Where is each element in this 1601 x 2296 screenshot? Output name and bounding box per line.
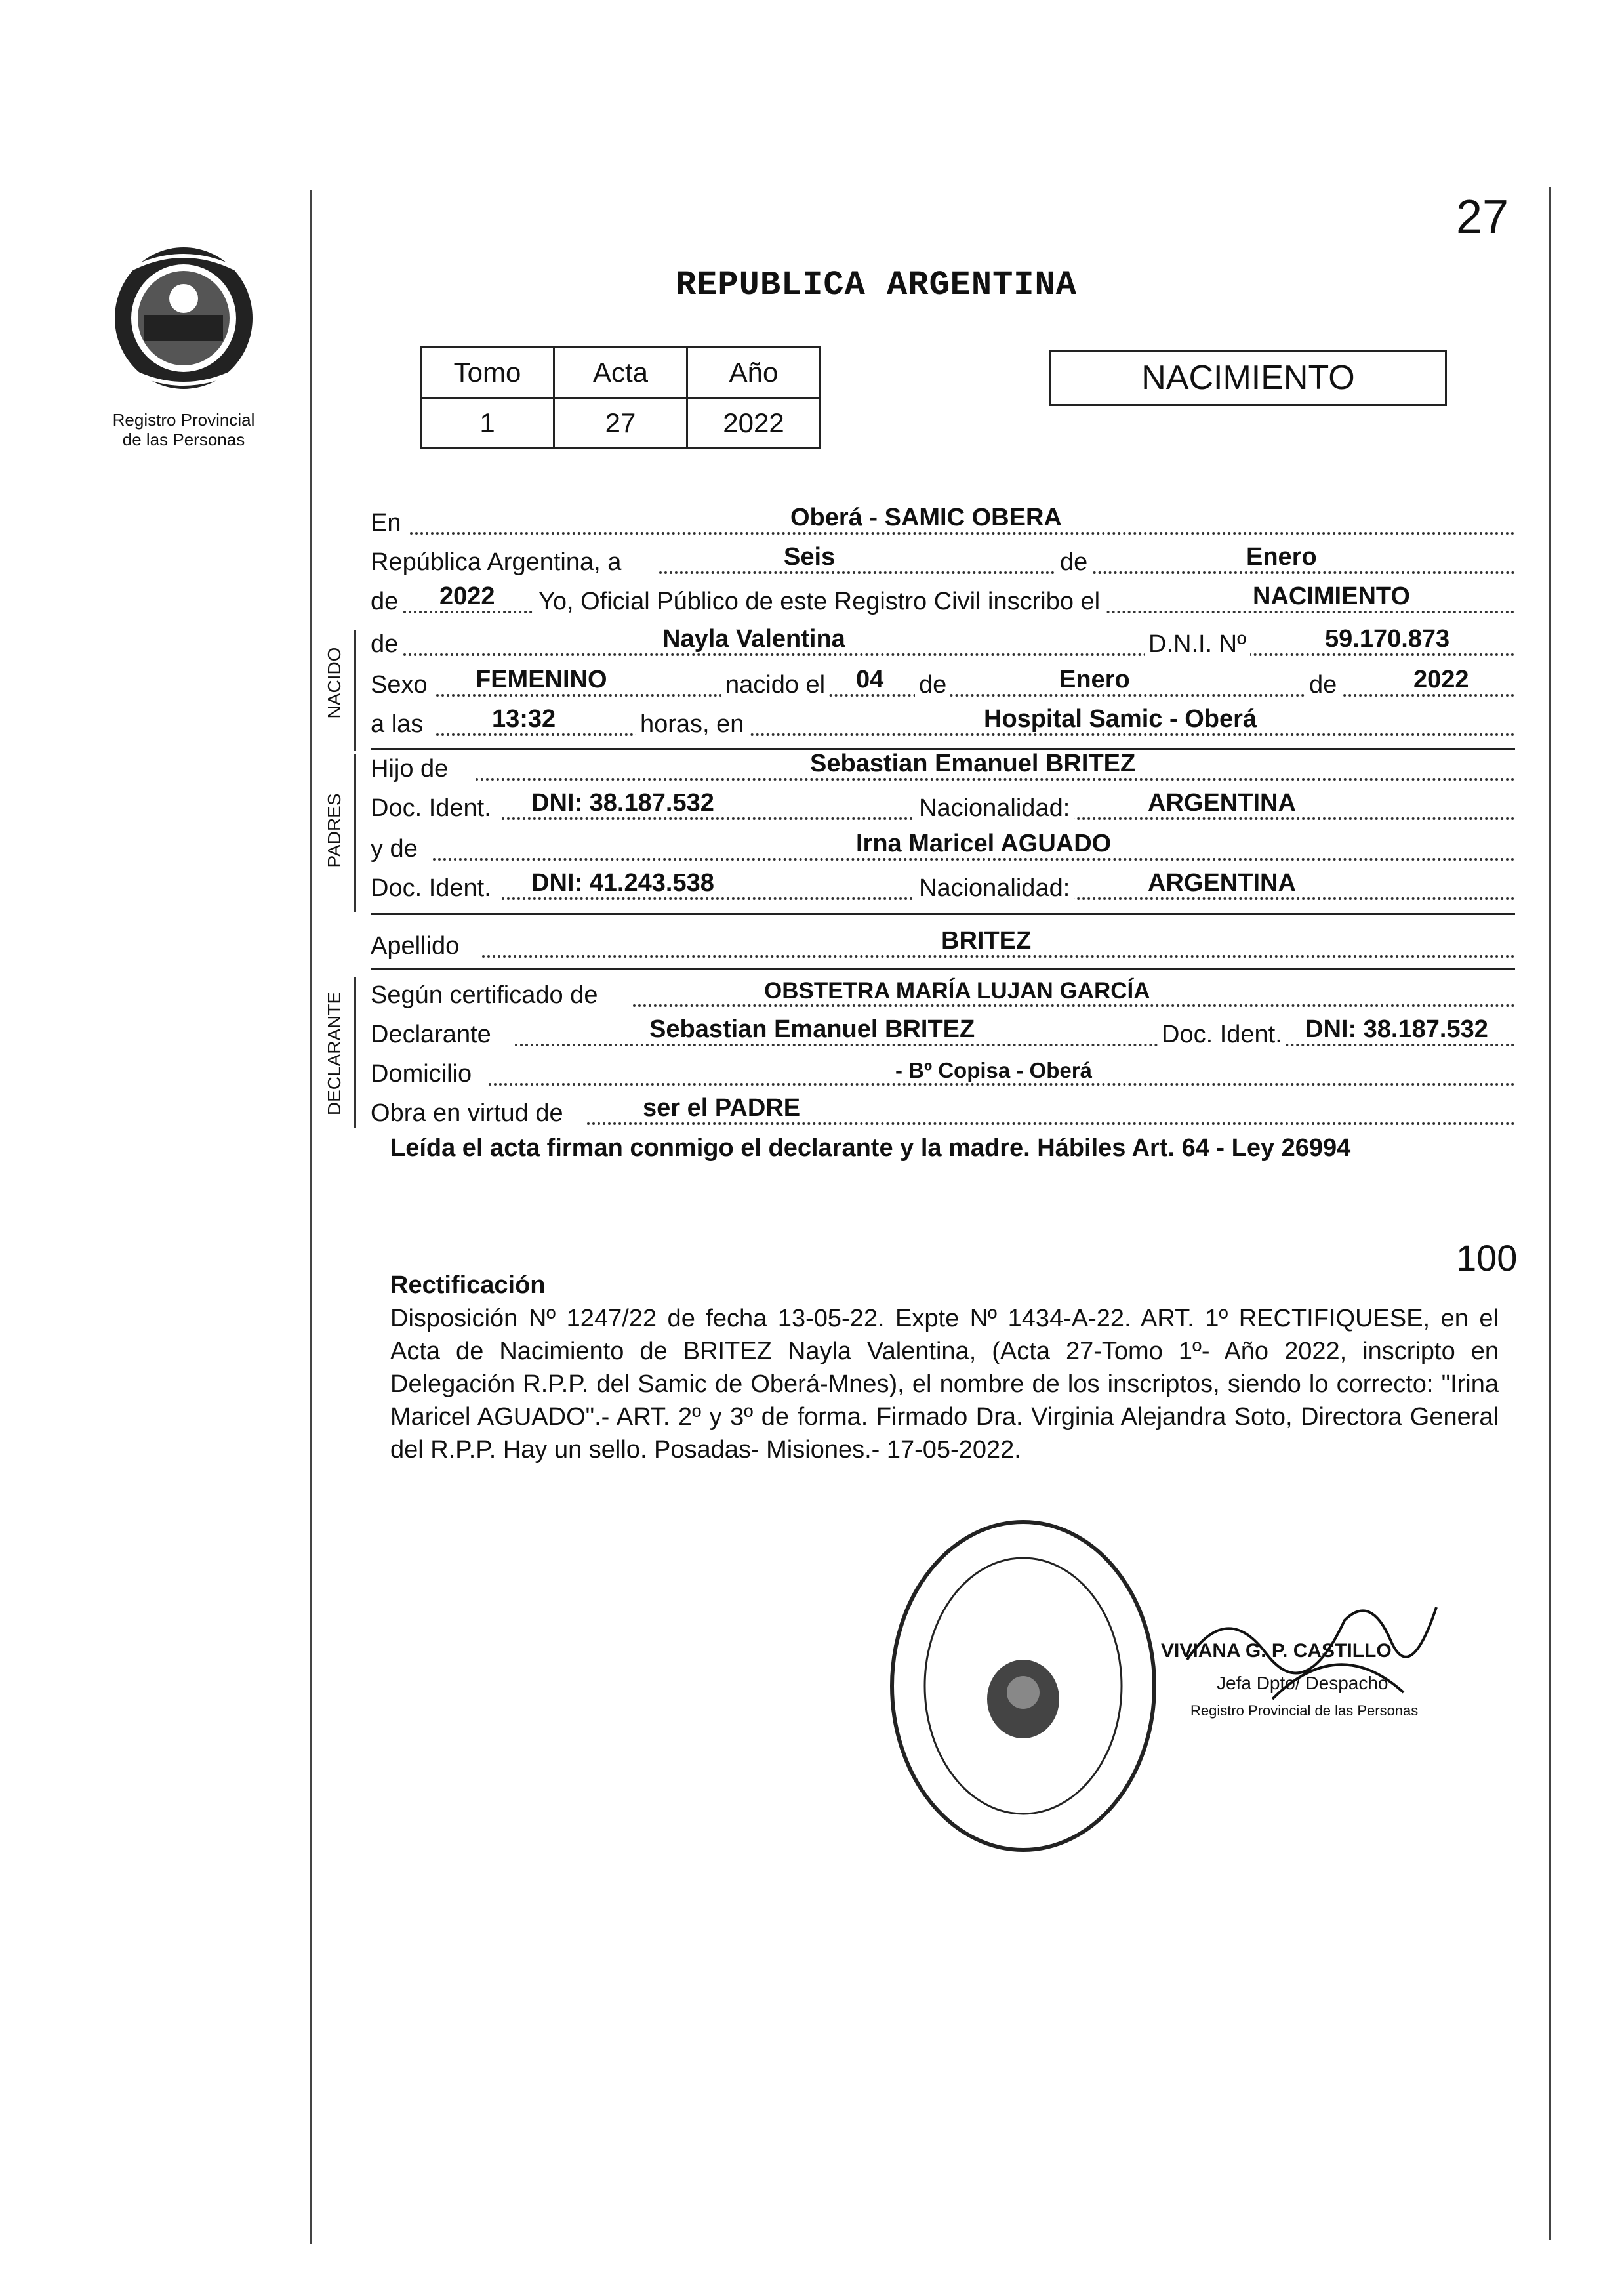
de2-label: de [371, 588, 402, 616]
document-title: REPUBLICA ARGENTINA [676, 266, 1077, 304]
republica-label: República Argentina, a [371, 548, 625, 577]
registry-label [85, 410, 282, 449]
en-value: Oberá - SAMIC OBERA [790, 504, 1062, 531]
obra-label: Obra en virtud de [371, 1099, 567, 1128]
section-declarante: DECLARANTE [324, 991, 344, 1116]
nacido-dia: 04 [856, 666, 884, 693]
yde-label: y de [371, 835, 422, 863]
rectificacion-body: Disposición Nº 1247/22 de fecha 13-05-22. Expte Nº 1434-A-22. ART. 1º RECTIFIQUESE, en el Acta de Nacimiento de BRITEZ Nayla Valentina, (Acta 27-Tomo 1º- Año 2022, inscripto en Delegación R.P.P. del Samic de Oberá-Mnes), el nombre de los inscriptos, siendo lo correcto: "Irina Maricel AGUADO".- ART. 2º y 3º de forma. Firmado Dra. Virginia Alejandra Soto, Directora General del R.P.P. Hay un sello. Posadas- Misiones.- 17-05-2022. [390, 1305, 1499, 1464]
row-anio [371, 581, 1515, 620]
tomo-acta-anio-table [420, 346, 821, 449]
registry-label-line2: de las Personas [122, 430, 245, 449]
row-doc2 [371, 867, 1515, 907]
registry-label-line1: Registro Provincial [112, 410, 255, 430]
page-number: 27 [1456, 191, 1509, 243]
doc3-value: DNI: 38.187.532 [1305, 1015, 1488, 1043]
section-nacido: NACIDO [324, 647, 344, 719]
doc2-value: DNI: 41.243.538 [531, 869, 714, 897]
row-en [371, 502, 1515, 541]
yo-label: Yo, Oficial Público de este Registro Civil inscribo el [535, 588, 1104, 616]
sexo-label: Sexo [371, 671, 432, 699]
padre-value: Sebastian Emanuel BRITEZ [810, 750, 1136, 777]
anio-value-text: 2022 [439, 583, 495, 610]
acta-header: Acta [554, 348, 687, 398]
padres-bar [354, 754, 356, 912]
anio-header: Año [687, 348, 821, 398]
doc1-label: Doc. Ident. [371, 794, 495, 823]
row-domicilio [371, 1053, 1515, 1092]
doc1-value: DNI: 38.187.532 [531, 789, 714, 817]
rectificacion-number: 100 [1456, 1237, 1518, 1279]
domicilio-label: Domicilio [371, 1060, 476, 1088]
tomo-header: Tomo [421, 348, 554, 398]
declarante-value: Sebastian Emanuel BRITEZ [649, 1015, 975, 1043]
rectificacion-title: Rectificación [390, 1271, 546, 1299]
province-emblem [105, 243, 262, 397]
nacido-de-label: de [915, 671, 950, 699]
separator-2 [371, 913, 1515, 915]
misiones-emblem-icon [105, 243, 262, 394]
declarante-label: Declarante [371, 1021, 495, 1049]
doc3-label: Doc. Ident. [1158, 1021, 1286, 1049]
dni-value: 59.170.873 [1325, 625, 1450, 653]
apellido-label: Apellido [371, 932, 463, 960]
row-apellido [371, 925, 1515, 964]
row-doc1 [371, 787, 1515, 827]
nac2-label: Nacionalidad: [915, 874, 1074, 903]
sexo-value: FEMENINO [476, 666, 607, 693]
nacido-de2-label: de [1305, 671, 1341, 699]
separator-3 [371, 968, 1515, 970]
madre-value: Irna Maricel AGUADO [856, 830, 1112, 857]
signature-registry: Registro Provincial de las Personas [1190, 1702, 1419, 1719]
row-republica [371, 541, 1515, 581]
doc2-label: Doc. Ident. [371, 874, 495, 903]
nacido-bar [354, 630, 356, 751]
section-padres: PADRES [324, 793, 344, 868]
record-type-box: NACIMIENTO [1049, 350, 1447, 406]
tomo-value: 1 [421, 398, 554, 449]
row-certificado [371, 974, 1515, 1014]
en-label: En [371, 509, 405, 537]
certificado-label: Según certificado de [371, 981, 601, 1010]
alas-label: a las [371, 710, 427, 739]
row-sexo [371, 664, 1515, 703]
row-hora [371, 703, 1515, 743]
nacido-mes: Enero [1059, 666, 1130, 693]
hora-value: 13:32 [492, 705, 556, 733]
obra-value: ser el PADRE [643, 1094, 801, 1122]
official-seal-icon [872, 1509, 1174, 1863]
mes-value: Enero [1246, 543, 1317, 571]
hijo-label: Hijo de [371, 755, 452, 783]
right-margin-line [1549, 187, 1551, 2240]
row-obra [371, 1092, 1515, 1132]
nombre-value: Nayla Valentina [662, 625, 845, 653]
nac2-value: ARGENTINA [1148, 869, 1296, 897]
row-madre [371, 828, 1515, 867]
domicilio-value: - Bº Copisa - Oberá [895, 1058, 1092, 1082]
nac1-label: Nacionalidad: [915, 794, 1074, 823]
dia-value: Seis [784, 543, 836, 571]
apellido-value: BRITEZ [941, 927, 1032, 954]
nacido-anio: 2022 [1413, 666, 1469, 693]
inscribo-value: NACIMIENTO [1253, 583, 1410, 610]
signature-role: Jefa Dpto/ Despacho [1217, 1673, 1388, 1693]
lugar-value: Hospital Samic - Oberá [984, 705, 1257, 733]
horas-label: horas, en [636, 710, 748, 739]
nac1-value: ARGENTINA [1148, 789, 1296, 817]
certificado-value: OBSTETRA MARÍA LUJAN GARCÍA [764, 978, 1150, 1004]
acta-value: 27 [554, 398, 687, 449]
signature-name: VIVIANA G. P. CASTILLO [1161, 1640, 1392, 1662]
left-margin-line [310, 190, 312, 2244]
signing-note: Leída el acta firman conmigo el declarante y la madre. Hábiles Art. 64 - Ley 26994 [390, 1134, 1351, 1162]
anio-value: 2022 [687, 398, 821, 449]
nacido-label: nacido el [721, 671, 829, 699]
de-label: de [1056, 548, 1091, 577]
dni-label: D.N.I. Nº [1145, 630, 1250, 659]
declarante-bar [354, 977, 356, 1128]
nombre-label: de [371, 630, 402, 659]
row-nombre [371, 623, 1515, 663]
row-hijo [371, 748, 1515, 787]
row-declarante [371, 1014, 1515, 1053]
